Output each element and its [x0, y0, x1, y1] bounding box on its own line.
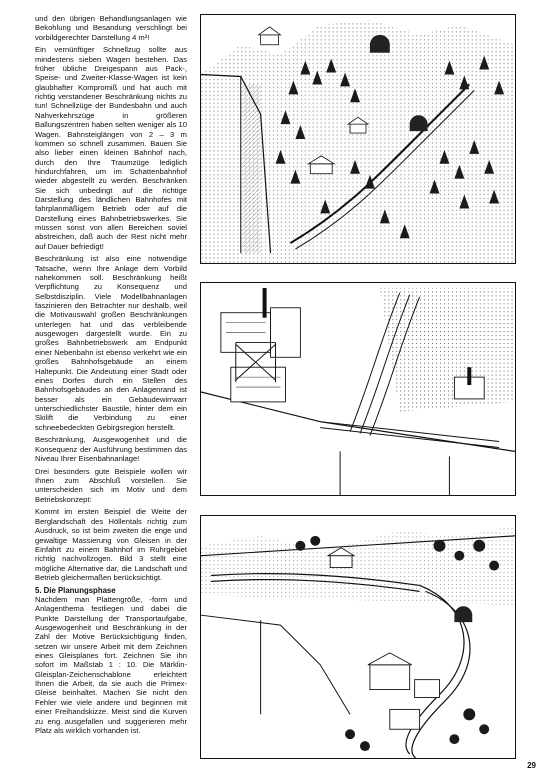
paragraph: Ein vernünftiger Schnellzug sollte aus mindestens sieben Wagen bestehen. Das früher übliche Dreigespann aus Pack-, Speise- und Zweiter-Klasse-Wagen ist kein glaubhafter Kompromiß und hat auch mit richtig verstandener Beschränkung nichts zu tun! Schnellzüge der Bundesbahn und auch Nahverkehrszüge in größeren Ballungszentren haben selten weniger als 10 Wagen. Bahnsteiglängen von 2 – 3 m kommen so schnell zusammen. Bauen Sie also lieber einen kleinen Bahnhof nach, durch den Ihre Traumzüge lediglich hindurchfahren, um im Schattenbahnhof wieder abgestellt zu werden. Beschränken Sie sich unbedingt auf die richtige Darstellung des ländlichen Bahnhofes mit fahrplanmäßigem Betrieb oder auf die Darstellung eines Bahnbetriebswerkes. Sie müssen sonst von allen Bereichen soviel abstreichen, daß auch der Rest nicht mehr auf Dauer befriedigt! [35, 45, 187, 251]
paragraph: und den übrigen Behandlungsanlagen wie Bekohlung und Besandung verschlingt bei vorbildgerechter Darstellung 4 m²! [35, 14, 187, 42]
industrial-layout-drawing [201, 283, 515, 495]
paragraph: Beschränkung, Ausgewogenheit und die Konsequenz der Ausführung bestimmen das Niveau Ihrer Eisenbahnanlage! [35, 435, 187, 463]
paragraph: Kommt im ersten Beispiel die Weite der Berglandschaft des Höllentals richtig zum Ausdruck, so ist beim zweiten die enge und gewaltige Massierung von Gleisen in der Einfahrt zu einem Bahnhof im Ruhrgebiet richtig nachvollzogen. Bild 3 stellt eine mögliche Alternative dar, die Landschaft und Betrieb gleichermaßen berücksichtigt. [35, 507, 187, 582]
paragraph: Beschränkung ist also eine notwendige Tatsache, wenn Ihre Anlage dem Vorbild nahekommen soll. Beschränkung heißt Verpflichtung zu Konsequenz und Selbstdisziplin. Viele Modellbahnanlagen faszinieren den Betrachter nur deshalb, weil die Motivauswahl großen Beschränkungen unterlegen hat und das verbleibende ausgewogen dargestellt wurde. Ein zu großes Bahnbetriebswerk am Endpunkt einer Nebenbahn ist ebenso verkehrt wie ein großes Bahnhofsgebäude an einem Haltepunkt. Die Andeutung einer Stadt oder eines Dorfes durch ein Stellen des Bahnhofsgebäudes an den Anlagenrand ist besser als ein Gebäudewirrwarr unterschiedlichster Baustile, hinter dem ein Skilift die Verbindung zu einer schneebedeckten Gebirgsregion herstellt. [35, 254, 187, 432]
section-heading: 5. Die Planungsphase [35, 585, 116, 595]
illustration-combined-layout [200, 515, 516, 759]
mountain-layout-drawing [201, 15, 515, 263]
page-number: 29 [527, 761, 536, 770]
illustration-mountain-layout [200, 14, 516, 264]
paragraph: Drei besonders gute Beispiele wollen wir Ihnen zum Abschluß vorstellen. Sie unterscheiden sich im Motiv und dem Betriebskonzept: [35, 466, 187, 504]
illustration-industrial-layout [200, 282, 516, 496]
combined-layout-drawing [201, 516, 515, 758]
text-column [35, 14, 187, 739]
paragraph: Nachdem man Plattengröße, -form und Anlagenthema festliegen und dabei die Punkte Darstellung der Transportaufgabe, Ausgewogenheit und Beschränkung in der Zahl der Motive Berücksichtigung finden, setzen wir unsere Arbeit mit dem Zeichnen eines Gleisplanes fort. Zeichnen Sie ihn sofort im Maßstab 1 : 10. Die Märklin-Gleisplan-Zeichenschablone erleichtert Ihnen die Arbeit, da sie auch die Primex-Gleise beinhaltet. Machen Sie nicht den Fehler wie viele andere und beginnen mit einer Freihandskizze. Meist sind die Kurven zu eng ausgefallen und suggerieren mehr Platz als wirklich vorhanden ist. [35, 595, 187, 735]
